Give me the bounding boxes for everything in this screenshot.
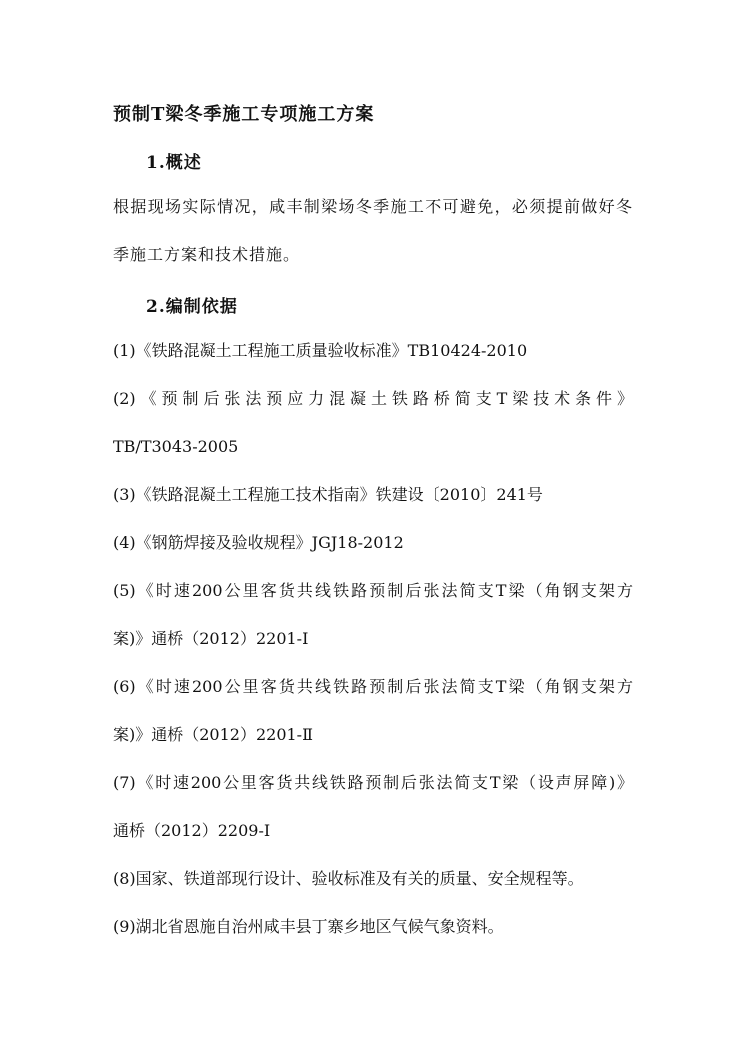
basis-item-7-line-1: (7)《时速200公里客货共线铁路预制后张法简支T梁（设声屏障)》 xyxy=(113,773,633,792)
section-heading-basis: 2.编制依据 xyxy=(146,297,238,317)
basis-item-6-line-1: (6)《时速200公里客货共线铁路预制后张法简支T梁（角钢支架方 xyxy=(113,677,633,696)
basis-item-9: (9)湖北省恩施自治州咸丰县丁寨乡地区气候气象资料。 xyxy=(113,917,504,936)
basis-item-5-line-1: (5)《时速200公里客货共线铁路预制后张法简支T梁（角钢支架方 xyxy=(113,581,633,600)
basis-item-4: (4)《钢筋焊接及验收规程》JGJ18-2012 xyxy=(113,533,404,552)
basis-item-6-line-2: 案)》通桥（2012）2201-Ⅱ xyxy=(113,725,313,744)
basis-item-1: (1)《铁路混凝土工程施工质量验收标准》TB10424-2010 xyxy=(113,341,528,360)
basis-item-8: (8)国家、铁道部现行设计、验收标准及有关的质量、安全规程等。 xyxy=(113,869,584,888)
basis-item-2-line-1: (2)《预制后张法预应力混凝土铁路桥简支T梁技术条件》 xyxy=(113,389,633,408)
overview-paragraph-line-1: 根据现场实际情况，咸丰制梁场冬季施工不可避免，必须提前做好冬 xyxy=(113,197,633,216)
basis-item-7-line-2: 通桥（2012）2209-Ⅰ xyxy=(113,821,271,840)
overview-paragraph-line-2: 季施工方案和技术措施。 xyxy=(113,245,301,264)
document-title: 预制T梁冬季施工专项施工方案 xyxy=(113,104,375,125)
section-heading-overview: 1.概述 xyxy=(146,153,202,173)
basis-item-3: (3)《铁路混凝土工程施工技术指南》铁建设〔2010〕241号 xyxy=(113,485,543,504)
basis-item-5-line-2: 案)》通桥（2012）2201-Ⅰ xyxy=(113,629,309,648)
basis-item-2-line-2: TB/T3043-2005 xyxy=(113,437,239,456)
